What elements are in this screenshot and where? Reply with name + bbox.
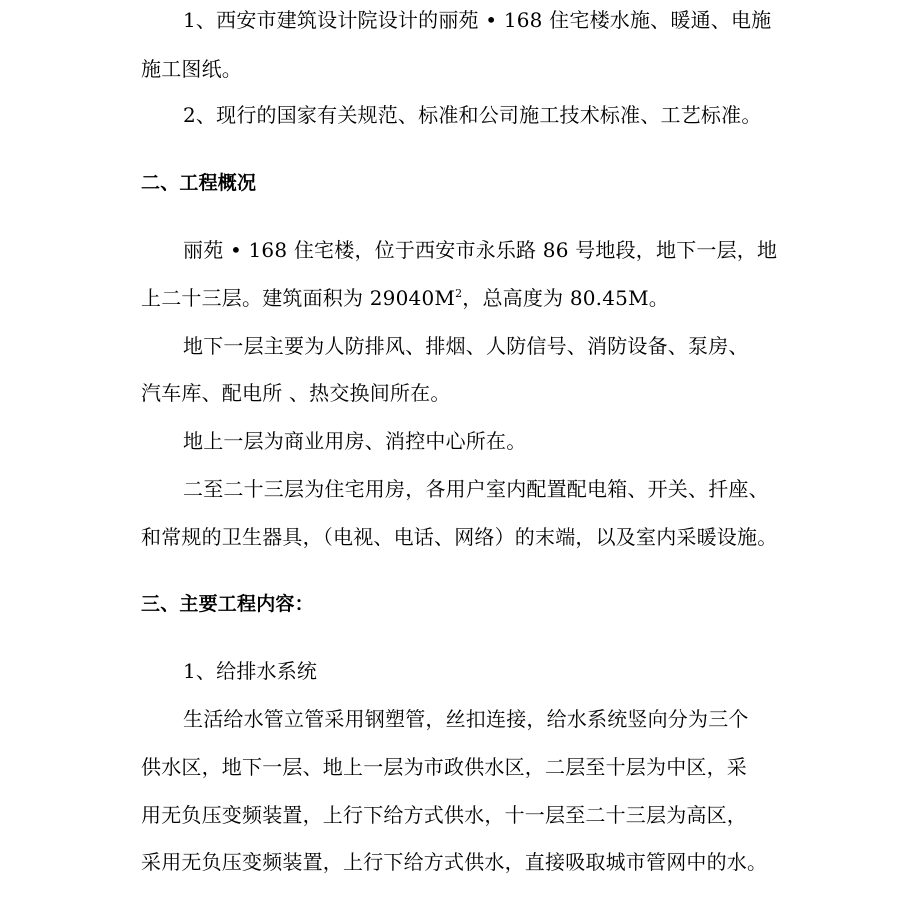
basis-item-1-line-2: 施工图纸。 xyxy=(141,57,242,81)
scope-paragraph-line-1: 生活给水管立管采用钢塑管，丝扣连接，给水系统竖向分为三个 xyxy=(183,707,749,731)
scope-paragraph-line-3: 用无负压变频装置，上行下给方式供水，十一层至二十三层为高区， xyxy=(141,803,747,827)
overview-paragraph-4-line-2: 和常规的卫生器具，（电视、电话、网络）的末端，以及室内采暖设施。 xyxy=(141,525,778,549)
scope-subheading-plumbing: 1、给排水系统 xyxy=(183,659,318,683)
overview-paragraph-3: 地上一层为商业用房、消控中心所在。 xyxy=(183,429,527,453)
overview-paragraph-2-line-2: 汽车库、配电所 、热交换间所在。 xyxy=(141,381,451,405)
area-superscript: 2 xyxy=(455,287,463,300)
overview-paragraph-4-line-1: 二至二十三层为住宅用房，各用户室内配置配电箱、开关、扦座、 xyxy=(183,477,769,501)
basis-item-1-line-1: 1、西安市建筑设计院设计的丽苑 • 168 住宅楼水施、暖通、电施 xyxy=(183,8,772,32)
scope-paragraph-line-4: 采用无负压变频装置，上行下给方式供水，直接吸取城市管网中的水。 xyxy=(141,850,768,874)
section-heading-overview: 二、工程概况 xyxy=(141,172,257,194)
height-text: ，总高度为 80.45M。 xyxy=(462,286,669,310)
overview-paragraph-1-line-2 xyxy=(141,286,669,310)
overview-paragraph-2-line-1: 地下一层主要为人防排风、排烟、人防信号、消防设备、泵房、 xyxy=(183,334,749,358)
overview-paragraph-1-line-1: 丽苑 • 168 住宅楼，位于西安市永乐路 86 号地段，地下一层，地 xyxy=(183,238,778,262)
scope-paragraph-line-2: 供水区，地下一层、地上一层为市政供水区，二层至十层为中区，采 xyxy=(141,755,747,779)
area-text: 上二十三层。建筑面积为 29040M xyxy=(141,286,456,310)
section-heading-scope: 三、主要工程内容： xyxy=(141,593,314,615)
basis-item-2: 2、现行的国家有关规范、标准和公司施工技术标准、工艺标准。 xyxy=(183,103,762,127)
